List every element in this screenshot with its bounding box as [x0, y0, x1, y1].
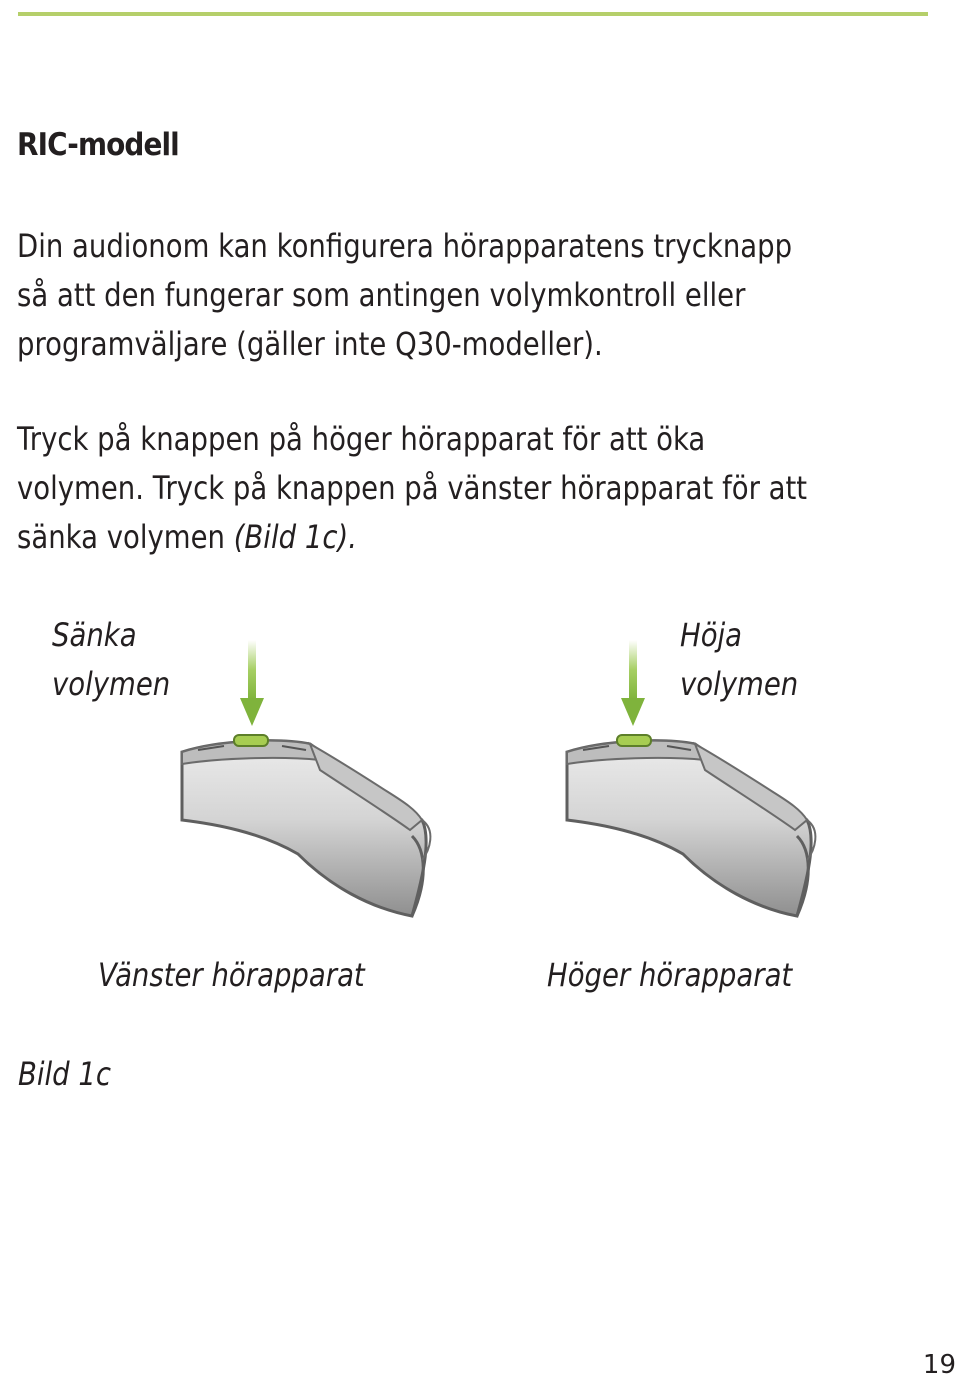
instruction-paragraph [17, 415, 807, 562]
instruction-line-3-text: sänka volymen [17, 518, 234, 556]
intro-line-1: Din audionom kan konfigurera hörapparatens trycknapp [17, 227, 793, 265]
raise-volume-line-2: volymen [680, 665, 799, 703]
top-divider [18, 12, 928, 16]
figure-label: Bild 1c [18, 1055, 112, 1093]
instruction-line-2: volymen. Tryck på knappen på vänster hörapparat för att [17, 469, 808, 507]
left-hearing-aid-illustration [160, 640, 440, 920]
hearing-aid-icon [182, 741, 430, 916]
intro-line-3: programväljare (gäller inte Q30-modeller). [17, 325, 603, 363]
arrow-down-icon [240, 640, 264, 726]
arrow-down-icon [621, 640, 645, 726]
page-number: 19 [922, 1350, 956, 1380]
figure-reference: (Bild 1c). [233, 518, 357, 556]
right-hearing-aid-illustration [545, 640, 825, 920]
push-button-icon [234, 735, 268, 746]
hearing-aid-icon [567, 741, 815, 916]
left-device-caption: Vänster hörapparat [98, 956, 365, 994]
instruction-line-3 [17, 513, 807, 562]
intro-line-2: så att den fungerar som antingen volymkontroll eller [17, 276, 746, 314]
push-button-icon [617, 735, 651, 746]
right-device-caption: Höger hörapparat [547, 956, 793, 994]
page-title: RIC-modell [17, 127, 179, 163]
lower-volume-line-2: volymen [52, 665, 171, 703]
lower-volume-label [52, 611, 170, 709]
instruction-line-1: Tryck på knappen på höger hörapparat för att öka [17, 420, 706, 458]
intro-paragraph [17, 222, 792, 369]
raise-volume-line-1: Höja [680, 616, 743, 654]
lower-volume-line-1: Sänka [52, 616, 137, 654]
